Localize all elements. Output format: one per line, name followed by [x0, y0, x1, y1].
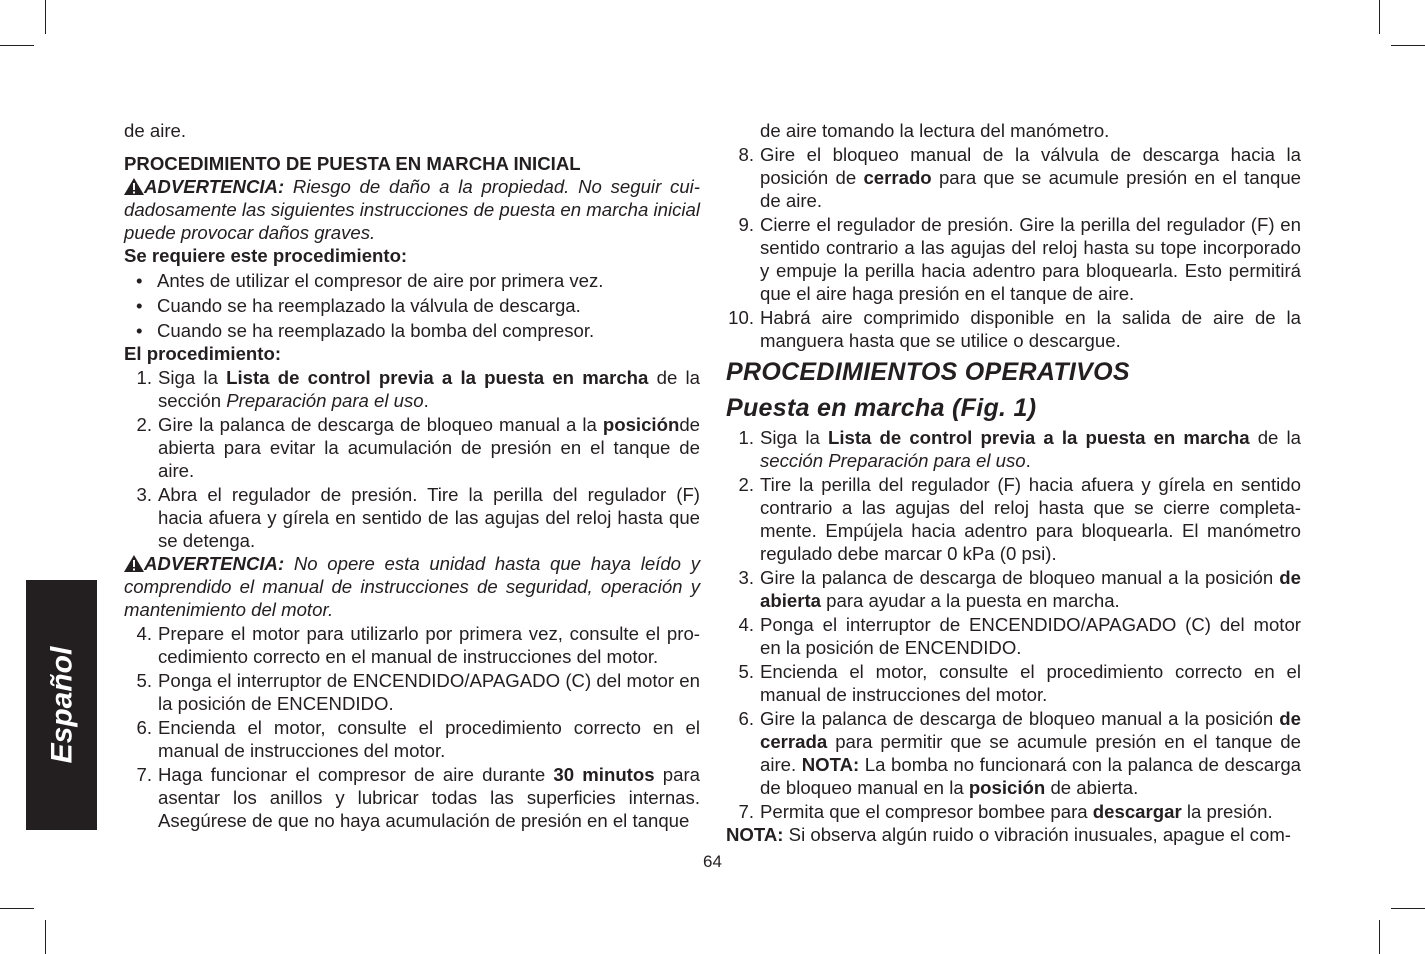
step-item: 1. Siga la Lista de control previa a la puesta en marcha de la sección Preparación para el uso.	[136, 367, 700, 411]
section-title: PROCEDIMIENTOS OPERATIVOS	[726, 358, 1130, 386]
note-label: NOTA:	[726, 824, 784, 845]
step-item: 4. Ponga el interruptor de ENCENDIDO/APAGADO (C) del motor en la posición de ENCENDIDO.	[738, 614, 1301, 658]
crop-mark	[1379, 920, 1380, 954]
left-column	[124, 119, 700, 832]
step-item: 8. Gire el bloqueo manual de la válvula de descarga hacia la posición de cerrado para que se acumule presión en el tanque de aire.	[738, 144, 1302, 211]
bullet-item: • Cuando se ha reemplazado la válvula de descarga.	[136, 295, 581, 316]
step-item: 1. Siga la Lista de control previa a la puesta en marcha de la sección Preparación para el uso.	[738, 427, 1301, 471]
warning-label: ADVERTENCIA:	[144, 553, 285, 574]
step-item: 4. Prepare el motor para utilizarlo por primera vez, consulte el procedimiento correcto en el manual de instrucciones del motor.	[136, 623, 700, 667]
bullet-item: • Antes de utilizar el compresor de aire por primera vez.	[136, 270, 604, 291]
continuation-text: de aire tomando la lectura del manómetro.	[760, 120, 1110, 141]
warning-icon	[124, 555, 144, 572]
crop-mark	[1391, 45, 1425, 46]
warning-paragraph	[124, 175, 700, 244]
warning-icon	[124, 178, 144, 195]
warning-text: No opere esta unidad hasta que haya leído y comprendido el manual de instrucciones de seguridad, operación y mantenimiento del motor.	[124, 553, 700, 620]
step-item: 6. Gire la palanca de descarga de bloqueo manual a la posición de cerrada para permitir que se acumule presión en el tanque de aire. NOTA: La bomba no funcionará con la palanca de descarga de bloqueo manual en la posición de abierta.	[738, 708, 1302, 798]
crop-mark	[45, 920, 46, 954]
continuation-text: de aire.	[124, 120, 187, 141]
warning-text: Riesgo de daño a la propiedad. No seguir cuidadosamente las siguientes instrucciones de puesta en marcha inicial puede provocar daños graves.	[124, 176, 700, 243]
step-item: 7. Permita que el compresor bombee para descargar la presión.	[738, 801, 1273, 822]
required-title: Se requiere este procedimiento:	[124, 245, 408, 266]
crop-mark	[0, 908, 34, 909]
bullet-item: • Cuando se ha reemplazado la bomba del compresor.	[136, 320, 595, 341]
note-paragraph	[726, 823, 1301, 846]
crop-mark	[0, 45, 34, 46]
language-tab	[26, 580, 97, 830]
crop-mark	[1391, 908, 1425, 909]
step-item: 2. Gire la palanca de descarga de bloqueo manual a la posiciónde abierta para evitar la acumulación de presión en el tanque de aire.	[136, 414, 700, 481]
warning-label: ADVERTENCIA:	[144, 176, 285, 197]
step-item: 7. Haga funcionar el compresor de aire durante 30 minutos para asentar los anillos y lubricar todas las superficies internas. Asegúrese de que no haya acumulación de presión en el tanque	[136, 764, 700, 831]
procedure-title: El procedimiento:	[124, 343, 282, 364]
step-item: 5. Encienda el motor, consulte el procedimiento correcto en el manual de instrucciones del motor.	[738, 661, 1301, 705]
note-text: Si observa algún ruido o vibración inusuales, apague el com-	[783, 824, 1291, 845]
step-item: 2. Tire la perilla del regulador (F) hacia afuera y gírela en sentido contrario a las agujas del reloj hasta que se cierre completamente. Empújela hacia adentro para bloquearla. El manómetro regulado debe marcar 0 kPa (0 psi).	[738, 474, 1301, 564]
step-item: 10. Habrá aire comprimido disponible en la salida de aire de la manguera hasta que se utilice o descargue.	[728, 307, 1301, 351]
step-item: 3. Abra el regulador de presión. Tire la perilla del regulador (F) hacia afuera y gírela en sentido de las agujas del reloj hasta que se detenga.	[136, 484, 700, 551]
crop-mark	[1379, 0, 1380, 34]
step-item: 5. Ponga el interruptor de ENCENDIDO/APAGADO (C) del motor en la posición de ENCENDIDO.	[136, 670, 700, 714]
subsection-title: Puesta en marcha (Fig. 1)	[726, 394, 1037, 422]
warning-paragraph	[124, 552, 700, 621]
step-item: 9. Cierre el regulador de presión. Gire la perilla del regulador (F) en sentido contrario a las agujas del reloj hasta su tope incorporado y empuje la perilla hacia adentro para bloquearla. Esto permitirá que el aire haga presión en el tanque de aire.	[738, 214, 1301, 304]
step-item: 3. Gire la palanca de descarga de bloqueo manual a la posición de abierta para ayudar a la puesta en marcha.	[738, 567, 1301, 611]
crop-mark	[45, 0, 46, 34]
page-number: 64	[703, 852, 722, 871]
section-heading: PROCEDIMIENTO DE PUESTA EN MARCHA INICIAL	[124, 153, 581, 174]
step-item: 6. Encienda el motor, consulte el procedimiento correcto en el manual de instrucciones del motor.	[136, 717, 700, 761]
language-tab-label: Español	[45, 646, 78, 764]
right-column	[726, 119, 1301, 846]
